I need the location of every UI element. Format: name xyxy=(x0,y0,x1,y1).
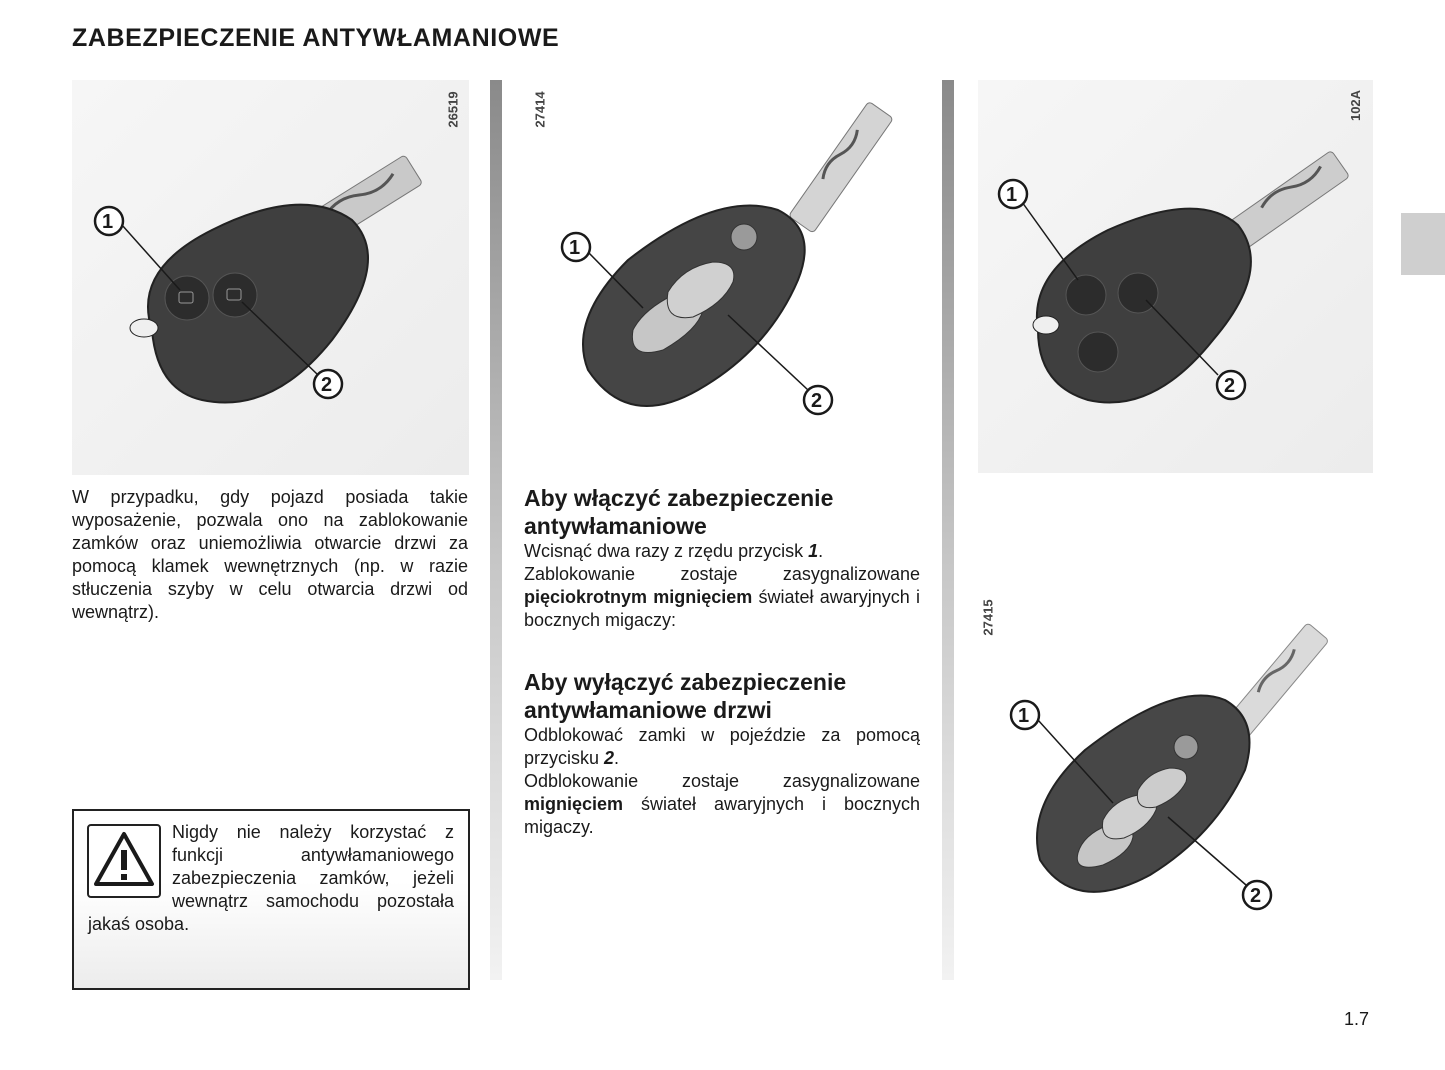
section-heading-deactivate xyxy=(524,668,846,724)
activate-p2-bold: pięciokrotnym mignięciem xyxy=(524,587,753,607)
intro-paragraph: W przypadku, gdy pojazd posiada takie wyposażenie, pozwala ono na zablokowanie zamków oraz uniemożliwia otwarcie drzwi za pomocą klamek wewnętrznych (np. w razie stłuczenia szyby w celu otwarcia drzwi od wewnątrz). xyxy=(72,487,468,622)
button-ref-1: 1 xyxy=(808,541,819,561)
page-number: 1.7 xyxy=(1344,1009,1370,1029)
page-title: ZABEZPIECZENIE ANTYWŁAMANIOWE xyxy=(72,24,560,52)
heading-line-1: Aby wyłączyć zabezpieczenie xyxy=(524,669,847,695)
figure-flip-key-three-buttons xyxy=(978,595,1373,940)
deactivate-p2-end: świateł awaryjnych i bocznych migaczy. xyxy=(524,794,920,837)
deactivate-paragraph-1 xyxy=(524,724,920,770)
warning-text: Nigdy nie należy korzystać z funkcji antywłamaniowego zabezpieczenia zamków, jeżeli wewnątrz samochodu pozostała jakaś osoba. xyxy=(88,822,454,934)
activate-paragraph-2 xyxy=(524,563,920,632)
column-divider-left xyxy=(490,80,502,980)
callout-2-label: 2 xyxy=(1224,375,1236,397)
callout-2-label: 2 xyxy=(1250,885,1262,907)
figure-code: 26519 xyxy=(445,91,461,128)
callout-2-label: 2 xyxy=(811,390,823,412)
deactivate-p1-text: Odblokować zamki w pojeździe za pomocą przycisku xyxy=(524,725,920,768)
heading-line-2: antywłamaniowe xyxy=(524,513,707,539)
flip-key-illustration xyxy=(978,595,1373,940)
warning-box xyxy=(72,809,470,990)
callout-2-label: 2 xyxy=(321,374,333,396)
section-heading-activate xyxy=(524,484,833,540)
remote-key-illustration xyxy=(72,80,469,475)
callout-1-label: 1 xyxy=(1018,705,1030,727)
deactivate-p2-text: Odblokowanie zostaje zasygnalizowane xyxy=(524,771,920,791)
chapter-tab xyxy=(1401,213,1445,275)
warning-text-block xyxy=(88,821,454,936)
remote-key-illustration xyxy=(978,80,1373,473)
deactivate-paragraph-2 xyxy=(524,770,920,839)
flip-key-illustration xyxy=(518,80,923,450)
figure-code: 102A xyxy=(1348,89,1364,122)
figure-flip-key-two-buttons xyxy=(518,80,923,450)
callout-1-label: 1 xyxy=(102,211,114,233)
activate-p1-end: . xyxy=(818,541,824,561)
activate-paragraph-1 xyxy=(524,540,920,563)
figure-remote-key-two-buttons xyxy=(72,80,469,475)
figure-code: 27414 xyxy=(532,91,548,128)
callout-1-label: 1 xyxy=(1006,184,1018,206)
figure-code: 27415 xyxy=(980,599,996,636)
deactivate-p1-end: . xyxy=(614,748,620,768)
heading-line-1: Aby włączyć zabezpieczenie xyxy=(524,485,834,511)
button-ref-2: 2 xyxy=(604,748,615,768)
activate-p2-end: świateł awaryjnych i bocznych migaczy: xyxy=(524,587,920,630)
figure-remote-key-three-buttons xyxy=(978,80,1373,473)
activate-p2-text: Zablokowanie zostaje zasygnalizowane xyxy=(524,564,920,584)
heading-line-2: antywłamaniowe drzwi xyxy=(524,697,772,723)
column-divider-right xyxy=(942,80,954,980)
activate-p1-text: Wcisnąć dwa razy z rzędu przycisk xyxy=(524,541,809,561)
deactivate-p2-bold: mignięciem xyxy=(524,794,624,814)
warning-icon-spacer xyxy=(88,821,172,913)
callout-1-label: 1 xyxy=(569,237,581,259)
